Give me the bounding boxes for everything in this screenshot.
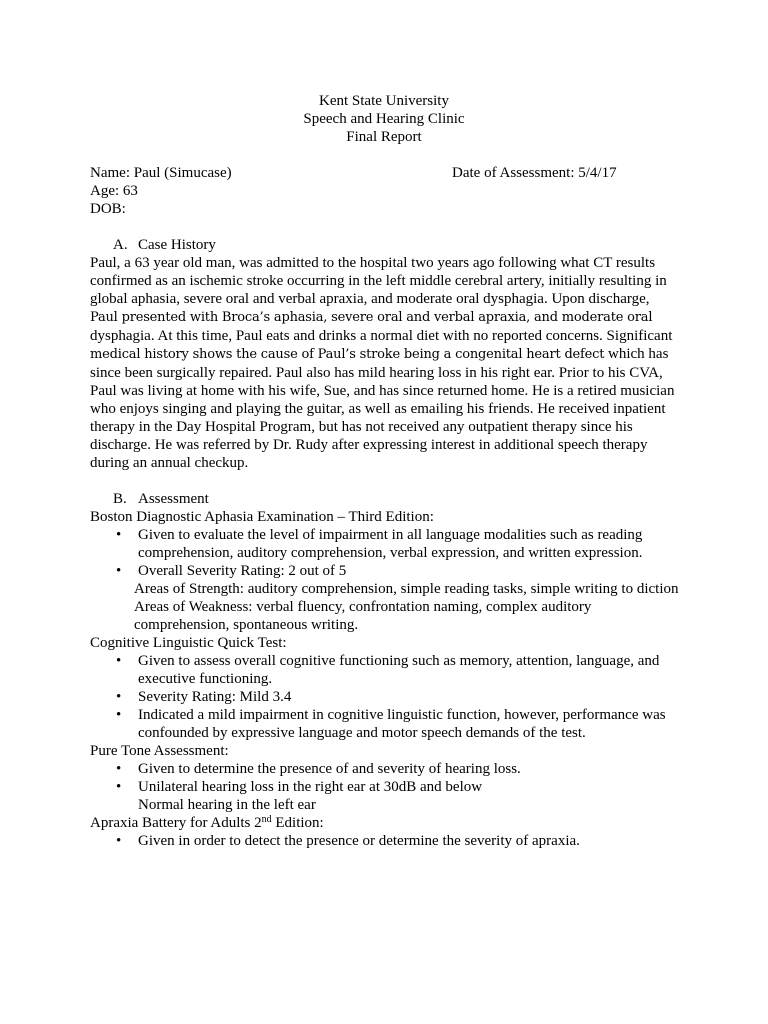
case-history-heading: [90, 236, 690, 254]
case-history-text-1: Paul, a 63 year old man, was admitted to the hospital two years ago following what CT results confirmed as an ischemic stroke occurring in the left middle cerebral artery, initially resulting in global aphasia, severe oral and verbal apraxia, and moderate oral dysphagia. Upon discharge,: [90, 255, 667, 307]
patient-age: Age: 63: [90, 183, 138, 199]
section-letter: A.: [113, 237, 128, 253]
list-item: [90, 562, 678, 580]
case-history-paragraph: [90, 254, 680, 472]
list-item: [90, 652, 678, 688]
aba-title-text: Apraxia Battery for Adults 2: [90, 815, 262, 831]
pta-sub-note: Normal hearing in the left ear: [138, 797, 316, 813]
bdae-list: [90, 526, 690, 580]
aba-title: [90, 814, 690, 832]
bullet-icon: •: [116, 779, 122, 795]
bullet-icon: •: [116, 563, 122, 579]
report-page: [90, 92, 690, 850]
bullet-icon: •: [116, 527, 122, 543]
name-date-row: [90, 164, 690, 182]
clinic-name: Speech and Hearing Clinic: [303, 111, 465, 127]
clqt-title: Cognitive Linguistic Quick Test:: [90, 635, 287, 651]
report-header: [90, 92, 678, 146]
case-history-text-2: Paul presented with Broca’s aphasia, severe oral and verbal apraxia, and moderate oral: [90, 310, 653, 325]
list-item-text: Severity Rating: Mild 3.4: [138, 689, 292, 705]
list-item-text: Given in order to detect the presence or determine the severity of apraxia.: [138, 833, 580, 849]
list-item: [90, 706, 678, 742]
list-item: [90, 832, 678, 850]
list-item: [90, 688, 678, 706]
patient-dob: DOB:: [90, 201, 126, 217]
bdae-weakness: Areas of Weakness: verbal fluency, confrontation naming, complex auditory comprehension, spontaneous writing.: [134, 599, 592, 633]
clqt-list: [90, 652, 690, 742]
list-item-text: Indicated a mild impairment in cognitive linguistic function, however, performance was confounded by expressive language and motor speech demands of the test.: [138, 707, 666, 741]
list-item: [90, 778, 678, 796]
list-item-text: Given to assess overall cognitive functioning such as memory, attention, language, and executive functioning.: [138, 653, 660, 687]
bullet-icon: •: [116, 689, 122, 705]
list-item-text: Unilateral hearing loss in the right ear at 30dB and below: [138, 779, 483, 795]
aba-title-ordinal: nd: [261, 814, 272, 825]
pta-title: Pure Tone Assessment:: [90, 743, 229, 759]
report-title: Final Report: [346, 129, 422, 145]
bullet-icon: •: [116, 761, 122, 777]
assessment-date: Date of Assessment: 5/4/17: [452, 165, 617, 181]
section-title: Assessment: [138, 491, 209, 507]
section-letter: B.: [113, 491, 127, 507]
patient-name: Name: Paul (Simucase): [90, 165, 232, 181]
case-history-text-3: dysphagia. At this time, Paul eats and drinks a normal diet with no reported concerns. Significant: [90, 328, 673, 344]
case-history-text-4: medical history shows the cause of Paul’s stroke being a congenital heart defect: [90, 347, 605, 362]
aba-list: [90, 832, 690, 850]
assessment-heading: [90, 490, 690, 508]
bdae-title: Boston Diagnostic Aphasia Examination – Third Edition:: [90, 509, 434, 525]
bullet-icon: •: [116, 833, 122, 849]
list-item: [90, 760, 678, 778]
university-name: Kent State University: [319, 93, 449, 109]
bullet-icon: •: [116, 653, 122, 669]
list-item-text: Overall Severity Rating: 2 out of 5: [138, 563, 347, 579]
aba-title-suffix: Edition:: [271, 815, 324, 831]
bdae-strength: Areas of Strength: auditory comprehension, simple reading tasks, simple writing to diction: [134, 581, 679, 597]
list-item: [90, 526, 678, 562]
section-title: Case History: [138, 237, 216, 253]
case-history-text-5: which has since been surgically repaired. Paul also has mild hearing loss in his right ear. Prior to his CVA, Paul was living at home with his wife, Sue, and has since returned home. He is a retired musician who enjoys singing and playing the guitar, as well as emailing his friends. He received inpatient therapy in the Day Hospital Program, but has not received any outpatient therapy since his discharge. He was referred by Dr. Rudy after expressing interest in additional speech therapy during an annual checkup.: [90, 346, 675, 471]
bullet-icon: •: [116, 707, 122, 723]
list-item-text: Given to evaluate the level of impairment in all language modalities such as reading comprehension, auditory comprehension, verbal expression, and written expression.: [138, 527, 643, 561]
list-item-text: Given to determine the presence of and severity of hearing loss.: [138, 761, 521, 777]
pta-list: [90, 760, 690, 796]
